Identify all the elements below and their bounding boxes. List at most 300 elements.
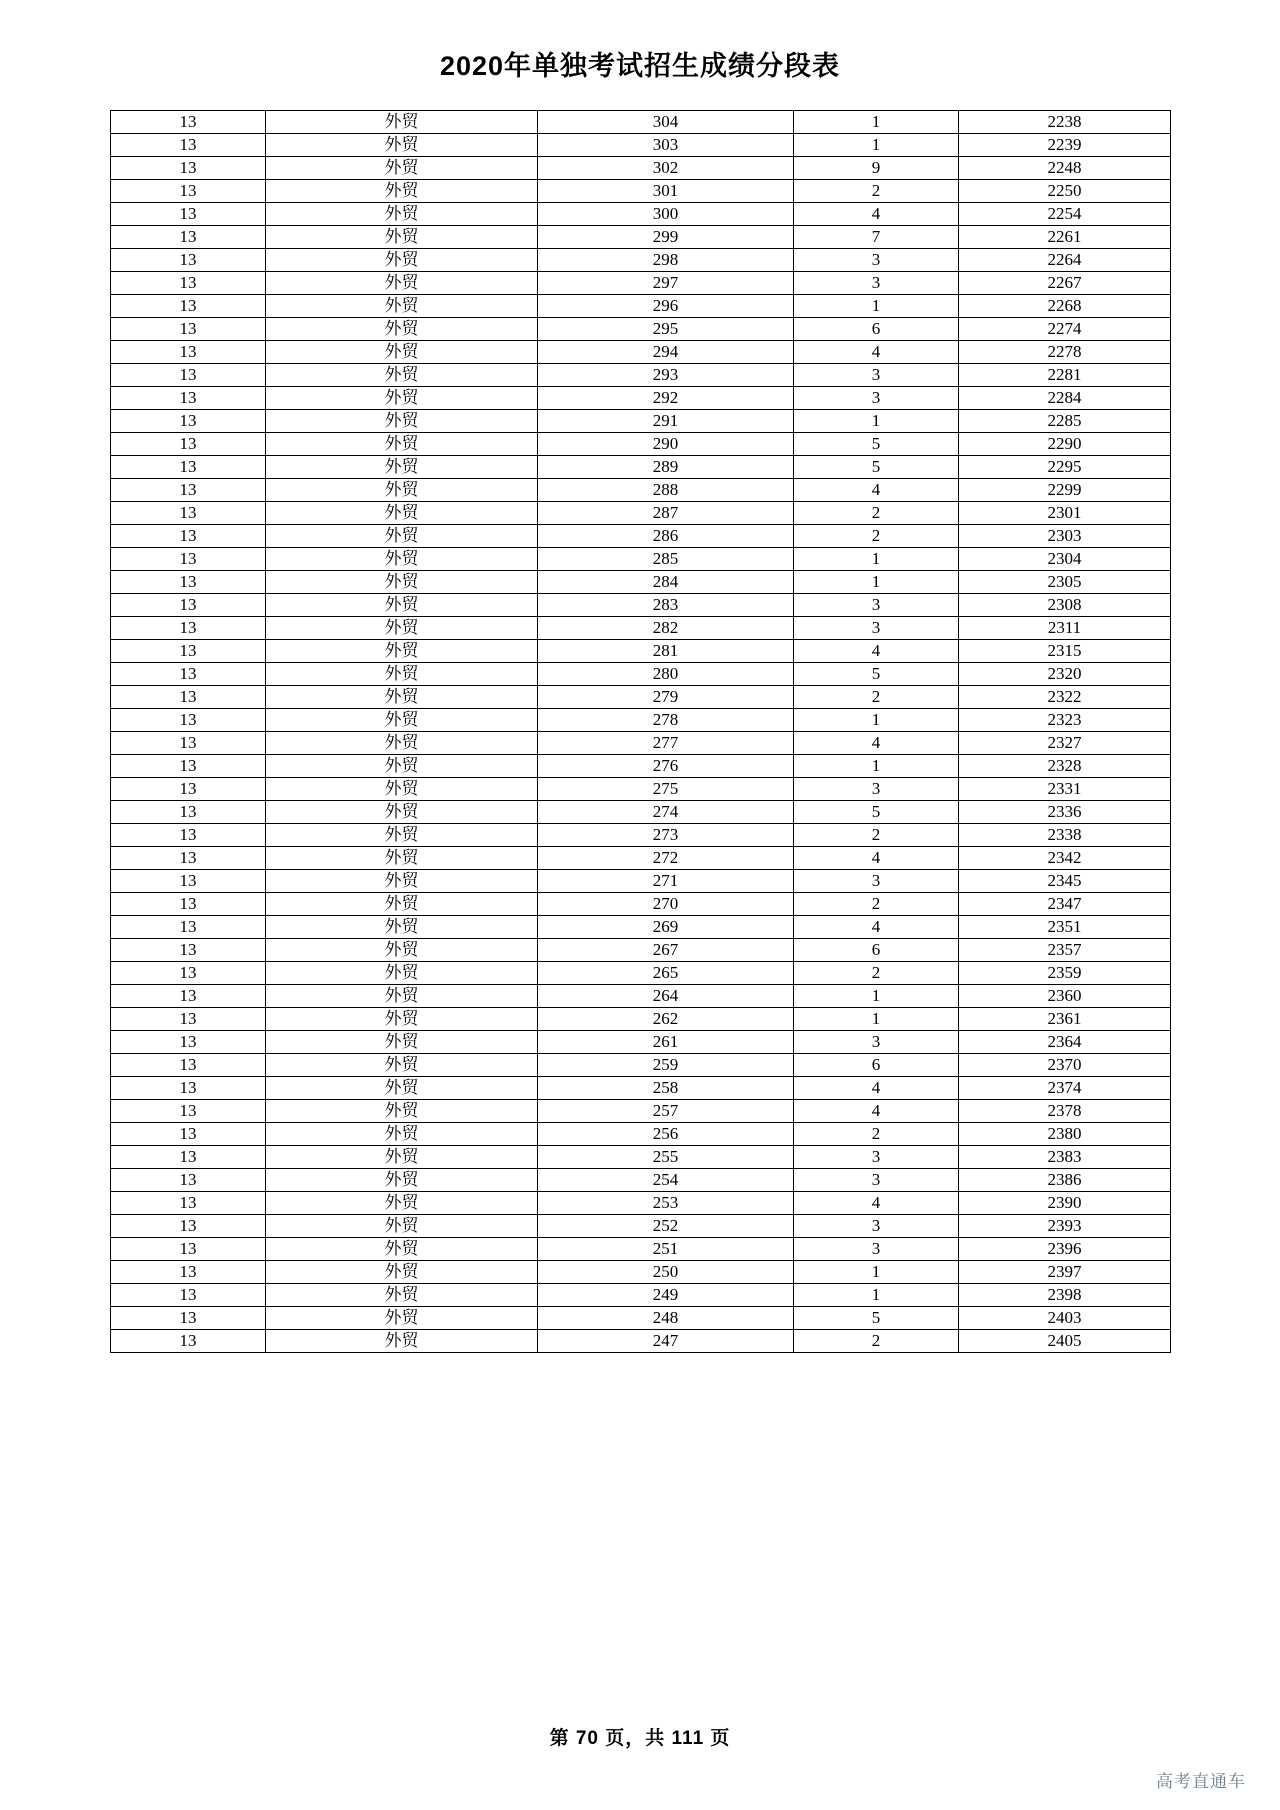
table-cell-code: 13 [111,272,266,295]
table-cell-cumulative: 2250 [959,180,1171,203]
table-cell-category: 外贸 [266,387,538,410]
table-cell-category: 外贸 [266,686,538,709]
table-cell-count: 2 [794,824,959,847]
table-cell-count: 1 [794,1261,959,1284]
table-cell-count: 1 [794,410,959,433]
table-cell-score: 256 [538,1123,794,1146]
table-cell-code: 13 [111,410,266,433]
table-cell-count: 4 [794,341,959,364]
table-cell-score: 278 [538,709,794,732]
table-row [111,479,1171,502]
table-cell-code: 13 [111,1123,266,1146]
table-row [111,1238,1171,1261]
table-cell-code: 13 [111,778,266,801]
table-cell-count: 2 [794,893,959,916]
table-cell-category: 外贸 [266,801,538,824]
table-cell-count: 2 [794,962,959,985]
table-cell-count: 1 [794,134,959,157]
table-cell-cumulative: 2327 [959,732,1171,755]
table-row [111,456,1171,479]
table-cell-cumulative: 2396 [959,1238,1171,1261]
table-cell-code: 13 [111,1031,266,1054]
table-cell-cumulative: 2345 [959,870,1171,893]
table-cell-category: 外贸 [266,870,538,893]
table-cell-count: 3 [794,617,959,640]
table-cell-category: 外贸 [266,1215,538,1238]
table-cell-count: 3 [794,594,959,617]
table-cell-code: 13 [111,1146,266,1169]
table-cell-score: 283 [538,594,794,617]
table-cell-count: 5 [794,433,959,456]
table-cell-score: 297 [538,272,794,295]
table-row [111,617,1171,640]
table-cell-cumulative: 2295 [959,456,1171,479]
table-cell-category: 外贸 [266,1031,538,1054]
table-cell-cumulative: 2338 [959,824,1171,847]
table-cell-score: 250 [538,1261,794,1284]
table-cell-score: 304 [538,111,794,134]
table-cell-cumulative: 2360 [959,985,1171,1008]
table-cell-count: 1 [794,985,959,1008]
table-cell-code: 13 [111,594,266,617]
table-cell-code: 13 [111,295,266,318]
table-cell-count: 6 [794,1054,959,1077]
table-cell-category: 外贸 [266,502,538,525]
table-row [111,1077,1171,1100]
table-cell-score: 249 [538,1284,794,1307]
table-row [111,916,1171,939]
table-cell-score: 258 [538,1077,794,1100]
table-cell-count: 1 [794,548,959,571]
table-cell-cumulative: 2378 [959,1100,1171,1123]
table-cell-score: 259 [538,1054,794,1077]
table-cell-code: 13 [111,180,266,203]
table-cell-count: 1 [794,571,959,594]
table-cell-code: 13 [111,525,266,548]
table-row [111,985,1171,1008]
table-cell-code: 13 [111,939,266,962]
table-cell-cumulative: 2336 [959,801,1171,824]
table-row [111,893,1171,916]
table-cell-count: 2 [794,686,959,709]
table-cell-code: 13 [111,364,266,387]
table-cell-cumulative: 2351 [959,916,1171,939]
table-row [111,640,1171,663]
table-cell-score: 254 [538,1169,794,1192]
table-cell-code: 13 [111,341,266,364]
table-cell-count: 4 [794,1100,959,1123]
table-cell-cumulative: 2268 [959,295,1171,318]
table-cell-count: 1 [794,709,959,732]
table-cell-cumulative: 2278 [959,341,1171,364]
table-cell-category: 外贸 [266,1100,538,1123]
table-row [111,1008,1171,1031]
table-cell-cumulative: 2386 [959,1169,1171,1192]
table-cell-category: 外贸 [266,479,538,502]
table-row [111,318,1171,341]
table-cell-score: 255 [538,1146,794,1169]
page-footer: 第 70 页，共 111 页 [549,1728,731,1749]
table-cell-category: 外贸 [266,962,538,985]
table-cell-score: 299 [538,226,794,249]
table-cell-cumulative: 2370 [959,1054,1171,1077]
table-cell-score: 279 [538,686,794,709]
table-cell-category: 外贸 [266,847,538,870]
table-row [111,180,1171,203]
table-cell-score: 291 [538,410,794,433]
table-cell-count: 4 [794,640,959,663]
table-cell-score: 302 [538,157,794,180]
table-row [111,548,1171,571]
table-cell-code: 13 [111,617,266,640]
table-cell-count: 7 [794,226,959,249]
table-row [111,433,1171,456]
table-cell-code: 13 [111,1169,266,1192]
table-cell-cumulative: 2274 [959,318,1171,341]
table-cell-cumulative: 2315 [959,640,1171,663]
table-cell-score: 265 [538,962,794,985]
table-cell-category: 外贸 [266,318,538,341]
table-row [111,249,1171,272]
table-cell-score: 269 [538,916,794,939]
table-cell-category: 外贸 [266,1284,538,1307]
table-cell-category: 外贸 [266,1054,538,1077]
table-cell-code: 13 [111,663,266,686]
table-cell-cumulative: 2342 [959,847,1171,870]
table-row [111,709,1171,732]
table-cell-code: 13 [111,548,266,571]
table-cell-cumulative: 2393 [959,1215,1171,1238]
table-cell-score: 274 [538,801,794,824]
table-row [111,663,1171,686]
table-cell-count: 1 [794,1008,959,1031]
table-cell-code: 13 [111,985,266,1008]
table-cell-score: 287 [538,502,794,525]
table-cell-count: 3 [794,387,959,410]
table-cell-count: 6 [794,939,959,962]
table-cell-count: 5 [794,456,959,479]
table-cell-code: 13 [111,1215,266,1238]
table-cell-category: 外贸 [266,364,538,387]
table-row [111,824,1171,847]
table-cell-cumulative: 2323 [959,709,1171,732]
table-cell-category: 外贸 [266,433,538,456]
table-cell-code: 13 [111,1330,266,1353]
table-cell-code: 13 [111,847,266,870]
table-cell-code: 13 [111,433,266,456]
table-row [111,410,1171,433]
table-cell-code: 13 [111,732,266,755]
table-row [111,387,1171,410]
table-cell-count: 2 [794,525,959,548]
table-cell-code: 13 [111,916,266,939]
table-cell-cumulative: 2331 [959,778,1171,801]
table-cell-code: 13 [111,755,266,778]
table-cell-score: 295 [538,318,794,341]
table-cell-score: 298 [538,249,794,272]
table-cell-score: 264 [538,985,794,1008]
table-cell-score: 296 [538,295,794,318]
table-cell-score: 271 [538,870,794,893]
table-cell-score: 272 [538,847,794,870]
table-cell-cumulative: 2383 [959,1146,1171,1169]
table-cell-score: 290 [538,433,794,456]
table-cell-score: 247 [538,1330,794,1353]
table-row [111,1123,1171,1146]
table-row [111,1284,1171,1307]
table-cell-category: 外贸 [266,180,538,203]
table-cell-cumulative: 2374 [959,1077,1171,1100]
table-cell-cumulative: 2281 [959,364,1171,387]
table-cell-cumulative: 2299 [959,479,1171,502]
table-row [111,847,1171,870]
table-cell-category: 外贸 [266,939,538,962]
table-cell-count: 3 [794,249,959,272]
table-cell-category: 外贸 [266,1123,538,1146]
table-cell-code: 13 [111,709,266,732]
table-cell-category: 外贸 [266,525,538,548]
table-cell-cumulative: 2397 [959,1261,1171,1284]
table-cell-cumulative: 2347 [959,893,1171,916]
table-cell-count: 6 [794,318,959,341]
table-cell-cumulative: 2364 [959,1031,1171,1054]
table-cell-cumulative: 2320 [959,663,1171,686]
table-cell-cumulative: 2380 [959,1123,1171,1146]
table-cell-cumulative: 2248 [959,157,1171,180]
table-cell-code: 13 [111,893,266,916]
table-cell-count: 3 [794,364,959,387]
table-row [111,1192,1171,1215]
table-cell-count: 3 [794,1169,959,1192]
table-cell-cumulative: 2328 [959,755,1171,778]
table-cell-score: 276 [538,755,794,778]
table-cell-count: 5 [794,663,959,686]
table-cell-score: 293 [538,364,794,387]
table-cell-code: 13 [111,456,266,479]
table-row [111,732,1171,755]
table-cell-code: 13 [111,502,266,525]
table-cell-code: 13 [111,318,266,341]
table-cell-category: 外贸 [266,410,538,433]
table-cell-score: 301 [538,180,794,203]
table-cell-score: 262 [538,1008,794,1031]
table-cell-code: 13 [111,1238,266,1261]
table-cell-code: 13 [111,203,266,226]
table-cell-cumulative: 2285 [959,410,1171,433]
table-cell-code: 13 [111,479,266,502]
table-cell-score: 285 [538,548,794,571]
table-cell-score: 277 [538,732,794,755]
table-cell-category: 外贸 [266,732,538,755]
table-row [111,962,1171,985]
table-cell-count: 4 [794,479,959,502]
table-cell-count: 1 [794,111,959,134]
table-cell-score: 280 [538,663,794,686]
table-cell-count: 3 [794,778,959,801]
table-cell-score: 289 [538,456,794,479]
table-cell-category: 外贸 [266,1261,538,1284]
table-cell-cumulative: 2239 [959,134,1171,157]
table-cell-score: 286 [538,525,794,548]
table-row [111,134,1171,157]
table-cell-category: 外贸 [266,640,538,663]
table-cell-code: 13 [111,1192,266,1215]
table-cell-score: 270 [538,893,794,916]
table-cell-code: 13 [111,1008,266,1031]
table-cell-category: 外贸 [266,985,538,1008]
table-cell-score: 300 [538,203,794,226]
table-cell-cumulative: 2303 [959,525,1171,548]
table-cell-category: 外贸 [266,1008,538,1031]
table-cell-category: 外贸 [266,295,538,318]
table-row [111,755,1171,778]
table-cell-score: 257 [538,1100,794,1123]
table-cell-cumulative: 2304 [959,548,1171,571]
table-row [111,272,1171,295]
table-row [111,1215,1171,1238]
table-cell-code: 13 [111,157,266,180]
table-cell-count: 3 [794,870,959,893]
table-cell-cumulative: 2267 [959,272,1171,295]
table-cell-score: 253 [538,1192,794,1215]
table-cell-cumulative: 2264 [959,249,1171,272]
table-cell-category: 外贸 [266,157,538,180]
table-cell-score: 282 [538,617,794,640]
table-row [111,778,1171,801]
table-cell-cumulative: 2403 [959,1307,1171,1330]
table-cell-category: 外贸 [266,272,538,295]
table-row [111,1100,1171,1123]
table-cell-cumulative: 2305 [959,571,1171,594]
table-cell-category: 外贸 [266,824,538,847]
table-row [111,1307,1171,1330]
table-cell-code: 13 [111,824,266,847]
table-row [111,801,1171,824]
table-row [111,226,1171,249]
table-row [111,1031,1171,1054]
table-row [111,295,1171,318]
table-cell-category: 外贸 [266,755,538,778]
table-cell-cumulative: 2308 [959,594,1171,617]
table-row [111,203,1171,226]
table-cell-cumulative: 2398 [959,1284,1171,1307]
table-cell-cumulative: 2238 [959,111,1171,134]
table-cell-category: 外贸 [266,341,538,364]
table-cell-category: 外贸 [266,617,538,640]
table-cell-category: 外贸 [266,1077,538,1100]
table-cell-code: 13 [111,226,266,249]
table-cell-cumulative: 2405 [959,1330,1171,1353]
table-row [111,939,1171,962]
table-row [111,364,1171,387]
table-cell-category: 外贸 [266,1169,538,1192]
table-cell-category: 外贸 [266,1238,538,1261]
table-row [111,525,1171,548]
table-row [111,594,1171,617]
table-cell-category: 外贸 [266,134,538,157]
score-distribution-table [110,110,1171,1353]
table-row [111,502,1171,525]
table-cell-count: 4 [794,732,959,755]
table-cell-cumulative: 2261 [959,226,1171,249]
table-row [111,1330,1171,1353]
table-cell-cumulative: 2359 [959,962,1171,985]
table-cell-code: 13 [111,686,266,709]
table-cell-count: 1 [794,1284,959,1307]
table-cell-score: 281 [538,640,794,663]
table-cell-count: 4 [794,916,959,939]
table-cell-score: 273 [538,824,794,847]
table-cell-count: 2 [794,1330,959,1353]
table-cell-code: 13 [111,1284,266,1307]
table-cell-code: 13 [111,801,266,824]
table-cell-code: 13 [111,1054,266,1077]
page-title: 2020年单独考试招生成绩分段表 [439,51,841,81]
table-cell-cumulative: 2311 [959,617,1171,640]
table-cell-count: 3 [794,1238,959,1261]
table-row [111,571,1171,594]
table-row [111,1054,1171,1077]
table-cell-count: 1 [794,295,959,318]
table-row [111,1261,1171,1284]
table-cell-score: 267 [538,939,794,962]
table-cell-count: 1 [794,755,959,778]
table-cell-category: 外贸 [266,893,538,916]
table-cell-category: 外贸 [266,916,538,939]
table-cell-count: 5 [794,801,959,824]
table-cell-count: 2 [794,180,959,203]
table-cell-count: 3 [794,1215,959,1238]
table-cell-code: 13 [111,640,266,663]
table-row [111,111,1171,134]
table-cell-code: 13 [111,1307,266,1330]
table-cell-category: 外贸 [266,1307,538,1330]
table-cell-score: 288 [538,479,794,502]
table-cell-category: 外贸 [266,249,538,272]
table-cell-count: 9 [794,157,959,180]
table-cell-count: 3 [794,272,959,295]
table-cell-category: 外贸 [266,548,538,571]
table-cell-category: 外贸 [266,203,538,226]
table-cell-cumulative: 2361 [959,1008,1171,1031]
table-cell-category: 外贸 [266,1192,538,1215]
table-cell-category: 外贸 [266,1146,538,1169]
table-cell-code: 13 [111,571,266,594]
table-cell-code: 13 [111,870,266,893]
table-cell-category: 外贸 [266,663,538,686]
table-row [111,870,1171,893]
table-cell-category: 外贸 [266,594,538,617]
table-cell-count: 2 [794,1123,959,1146]
watermark: 高考直通车 [1156,1772,1246,1792]
table-cell-cumulative: 2254 [959,203,1171,226]
table-cell-code: 13 [111,249,266,272]
table-cell-category: 外贸 [266,456,538,479]
table-cell-category: 外贸 [266,1330,538,1353]
table-cell-score: 275 [538,778,794,801]
table-row [111,686,1171,709]
table-cell-code: 13 [111,1100,266,1123]
table-cell-cumulative: 2290 [959,433,1171,456]
table-cell-cumulative: 2390 [959,1192,1171,1215]
table-cell-code: 13 [111,1261,266,1284]
table-cell-category: 外贸 [266,571,538,594]
table-cell-category: 外贸 [266,709,538,732]
table-body [111,111,1171,1353]
table-cell-cumulative: 2301 [959,502,1171,525]
table-cell-score: 248 [538,1307,794,1330]
table-cell-count: 5 [794,1307,959,1330]
